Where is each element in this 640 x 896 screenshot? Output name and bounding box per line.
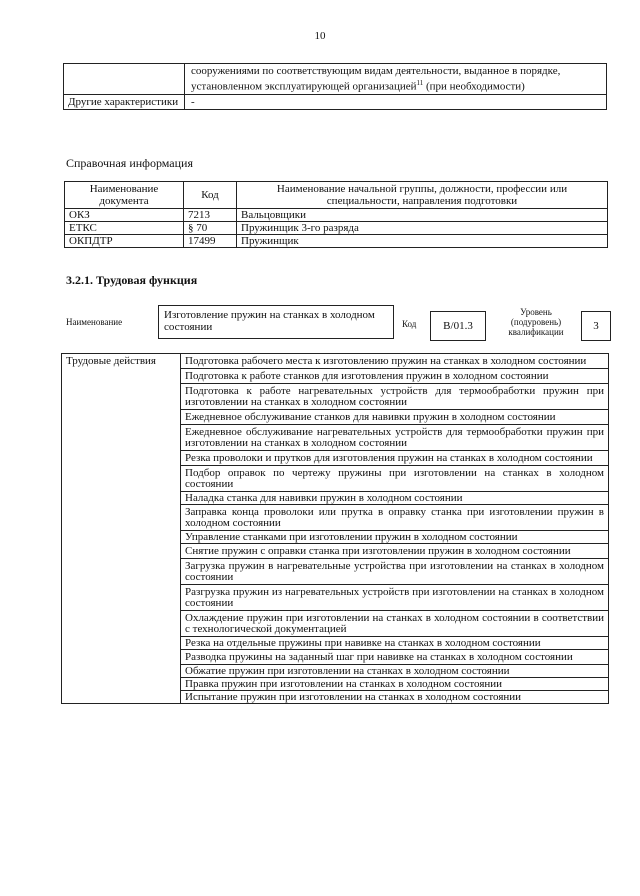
reference-info-table xyxy=(64,181,608,248)
code-cell: § 70 xyxy=(184,222,237,235)
labor-actions-table xyxy=(61,353,609,704)
code-value-box: B/01.3 xyxy=(430,311,486,341)
column-header: Код xyxy=(184,182,237,209)
labor-action-item: Разводка пружины на заданный шаг при навивке на станках в холодном состоянии xyxy=(181,650,609,665)
table-row xyxy=(65,209,608,222)
section-heading: 3.2.1. Трудовая функция xyxy=(66,273,198,287)
table-row xyxy=(64,64,607,95)
labor-actions-label: Трудовые действия xyxy=(62,354,181,704)
row-text: - xyxy=(185,94,607,109)
labor-action-item: Резка проволоки и прутков для изготовления пружин на станках в холодном состоянии xyxy=(181,451,609,466)
column-header: Наименование начальной группы, должности, профессии или специальности, направления подготовки xyxy=(237,182,608,209)
labor-action-item: Подготовка к работе станков для изготовления пружин в холодном состоянии xyxy=(181,369,609,384)
level-value-box: 3 xyxy=(581,311,611,341)
code-cell: 7213 xyxy=(184,209,237,222)
labor-action-item: Управление станками при изготовлении пружин в холодном состоянии xyxy=(181,531,609,544)
labor-action-item: Подбор оправок по чертежу пружины при изготовлении на станках в холодном состоянии xyxy=(181,466,609,492)
labor-action-item: Испытание пружин при изготовлении на станках в холодном состоянии xyxy=(181,691,609,704)
labor-action-item: Ежедневное обслуживание нагревательных устройств для термообработки пружин при изготовлении на станках в холодном состоянии xyxy=(181,425,609,451)
code-label: Код xyxy=(402,319,417,329)
labor-action-item: Заправка конца проволоки или прутка в оправку станка при изготовлении пружин в холодном состоянии xyxy=(181,505,609,531)
labor-action-item: Правка пружин при изготовлении на станках в холодном состоянии xyxy=(181,678,609,691)
table-row xyxy=(65,235,608,248)
page-number: 10 xyxy=(314,30,326,42)
labor-action-item: Резка на отдельные пружины при навивке на станках в холодном состоянии xyxy=(181,637,609,650)
labor-action-item: Обжатие пружин при изготовлении на станках в холодном состоянии xyxy=(181,665,609,678)
table-row xyxy=(62,354,609,369)
labor-action-item: Загрузка пружин в нагревательные устройства при изготовлении на станках в холодном состоянии xyxy=(181,559,609,585)
labor-function-header xyxy=(0,303,640,343)
name-cell: Вальцовщики xyxy=(237,209,608,222)
row-label xyxy=(64,64,185,95)
table-row xyxy=(65,222,608,235)
column-header: Наименование документа xyxy=(65,182,184,209)
labor-action-item: Подготовка к работе нагревательных устройств для термообработки пружин при изготовлении на станках в холодном состоянии xyxy=(181,384,609,410)
name-value-box: Изготовление пружин на станках в холодном состоянии xyxy=(158,305,394,339)
name-cell: Пружинщик 3-го разряда xyxy=(237,222,608,235)
code-cell: 17499 xyxy=(184,235,237,248)
row-label: Другие характеристики xyxy=(64,94,185,109)
labor-action-item: Ежедневное обслуживание станков для навивки пружин в холодном состоянии xyxy=(181,410,609,425)
reference-info-title: Справочная информация xyxy=(66,156,193,170)
doc-cell: ОКЗ xyxy=(65,209,184,222)
labor-action-item: Наладка станка для навивки пружин в холодном состоянии xyxy=(181,492,609,505)
labor-action-item: Снятие пружин с оправки станка при изготовлении пружин в холодном состоянии xyxy=(181,544,609,559)
row-text: сооружениями по соответствующим видам деятельности, выданное в порядке, установленном эксплуатирующей организацией$^{11}$ (при необходимости) xyxy=(185,64,607,95)
table-row xyxy=(64,94,607,109)
labor-action-item: Разгрузка пружин из нагревательных устройств при изготовлении на станках в холодном состоянии xyxy=(181,585,609,611)
name-cell: Пружинщик xyxy=(237,235,608,248)
qualification-requirements-table xyxy=(63,63,607,110)
level-label: Уровень (подуровень) квалификации xyxy=(508,307,564,337)
doc-cell: ОКПДТР xyxy=(65,235,184,248)
name-label: Наименование xyxy=(66,317,123,327)
table-header-row xyxy=(65,182,608,209)
doc-cell: ЕТКС xyxy=(65,222,184,235)
footnote-mark: 11 xyxy=(416,79,424,87)
labor-action-item: Подготовка рабочего места к изготовлению пружин на станках в холодном состоянии xyxy=(181,354,609,369)
labor-action-item: Охлаждение пружин при изготовлении на станках в холодном состоянии в соответствии с технологической документацией xyxy=(181,611,609,637)
